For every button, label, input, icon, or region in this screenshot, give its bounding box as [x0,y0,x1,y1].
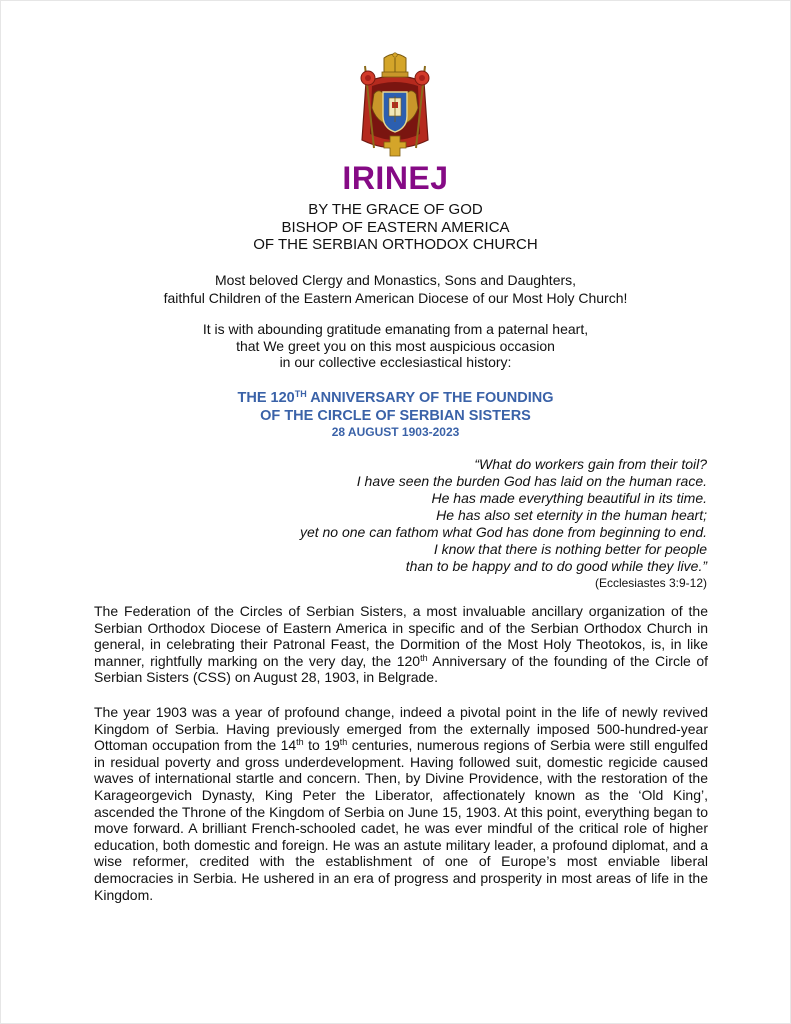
paragraph-text: to 19 [303,737,340,754]
greeting-line: faithful Children of the Eastern American Diocese of our Most Holy Church! [163,289,628,306]
quote-line: He has made everything beautiful in its time. [431,490,707,506]
scripture-quote [187,456,707,591]
title-line: OF THE SERBIAN ORTHODOX CHURCH [253,236,538,253]
intro [0,321,791,371]
bishop-name: IRINEJ [342,160,449,196]
intro-line: in our collective ecclesiastical history: [279,354,512,370]
paragraph-federation [94,603,708,686]
greeting-line: Most beloved Clergy and Monastics, Sons and Daughters, [214,272,577,288]
paragraph-text: The year 1903 was a year of profound change, indeed a pivotal point in the life of newly revived Kingdom of Serbia. Having previously emerged from the externally imposed 500-hundred-year Ottoman occupation from the 14 [94,704,708,754]
quote-line: I know that there is nothing better for people [433,541,707,557]
quote-line: I have seen the burden God has laid on the human race. [356,473,707,489]
heading-date: 28 AUGUST 1903-2023 [331,425,460,439]
title-line: BY THE GRACE OF GOD [308,201,483,218]
bishop-title [0,201,791,254]
heading-text: ANNIVERSARY OF THE FOUNDING [306,390,554,406]
paragraph-text: centuries, numerous regions of Serbia were still engulfed in residual poverty and gross underdevelopment. Having followed suit, domestic regicide caused waves of international startle and concern. Then, by Divine Providence, with the restoration of the Karageorgevich Dynasty, King Peter the Liberator, affectionately known as the ‘Old King’, ascended the Throne of the Kingdom of Serbia on June 15, 1903. At this point, everything began to move forward. A brilliant French-schooled cadet, he was ever mindful of the critical role of higher education, both domestic and foreign. He was an astute military leader, a profound diplomat, and a wise reformer, credited with the establishment of one of Europe’s most enviable liberal democracies in Serbia. He ushered in an era of progress and prosperity in most areas of life in the Kingdom. [94,737,709,903]
coat-of-arms-icon [356,52,434,160]
quote-line: He has also set eternity in the human heart; [436,507,707,523]
quote-reference: (Ecclesiastes 3:9-12) [594,576,707,590]
greeting [0,272,791,307]
quote-line: “What do workers gain from their toil? [474,456,707,472]
heading-line-2: OF THE CIRCLE OF SERBIAN SISTERS [260,408,531,424]
heading-line-1 [0,389,791,407]
paragraph-text: The Federation of the Circles of Serbian Sisters, a most invaluable ancillary organization of the Serbian Orthodox Diocese of Eastern America in specific and of the Serbian Orthodox Church in general, in celebrating their Patronal Feast, the Dormition of the Most Holy Theotokos, is, in like manner, rightfully marking on the very day, the 120 [94,603,708,669]
superscript: th [420,652,428,663]
paragraph-history [94,704,708,903]
anniversary-heading [0,389,791,439]
intro-line: It is with abounding gratitude emanating from a paternal heart, [202,321,589,337]
heading-superscript: TH [294,389,307,399]
quote-line: than to be happy and to do good while they live.” [405,558,707,574]
heading-text: THE 120 [237,390,295,406]
title-line: BISHOP OF EASTERN AMERICA [281,218,510,236]
intro-line: that We greet you on this most auspicious occasion [236,337,555,354]
superscript: th [339,737,348,748]
paragraph-text: Anniversary of the founding of the Circle of Serbian Sisters (CSS) on August 28, 1903, in Belgrade. [94,652,708,686]
superscript: th [296,737,304,748]
quote-line: yet no one can fathom what God has done from beginning to end. [299,524,707,540]
